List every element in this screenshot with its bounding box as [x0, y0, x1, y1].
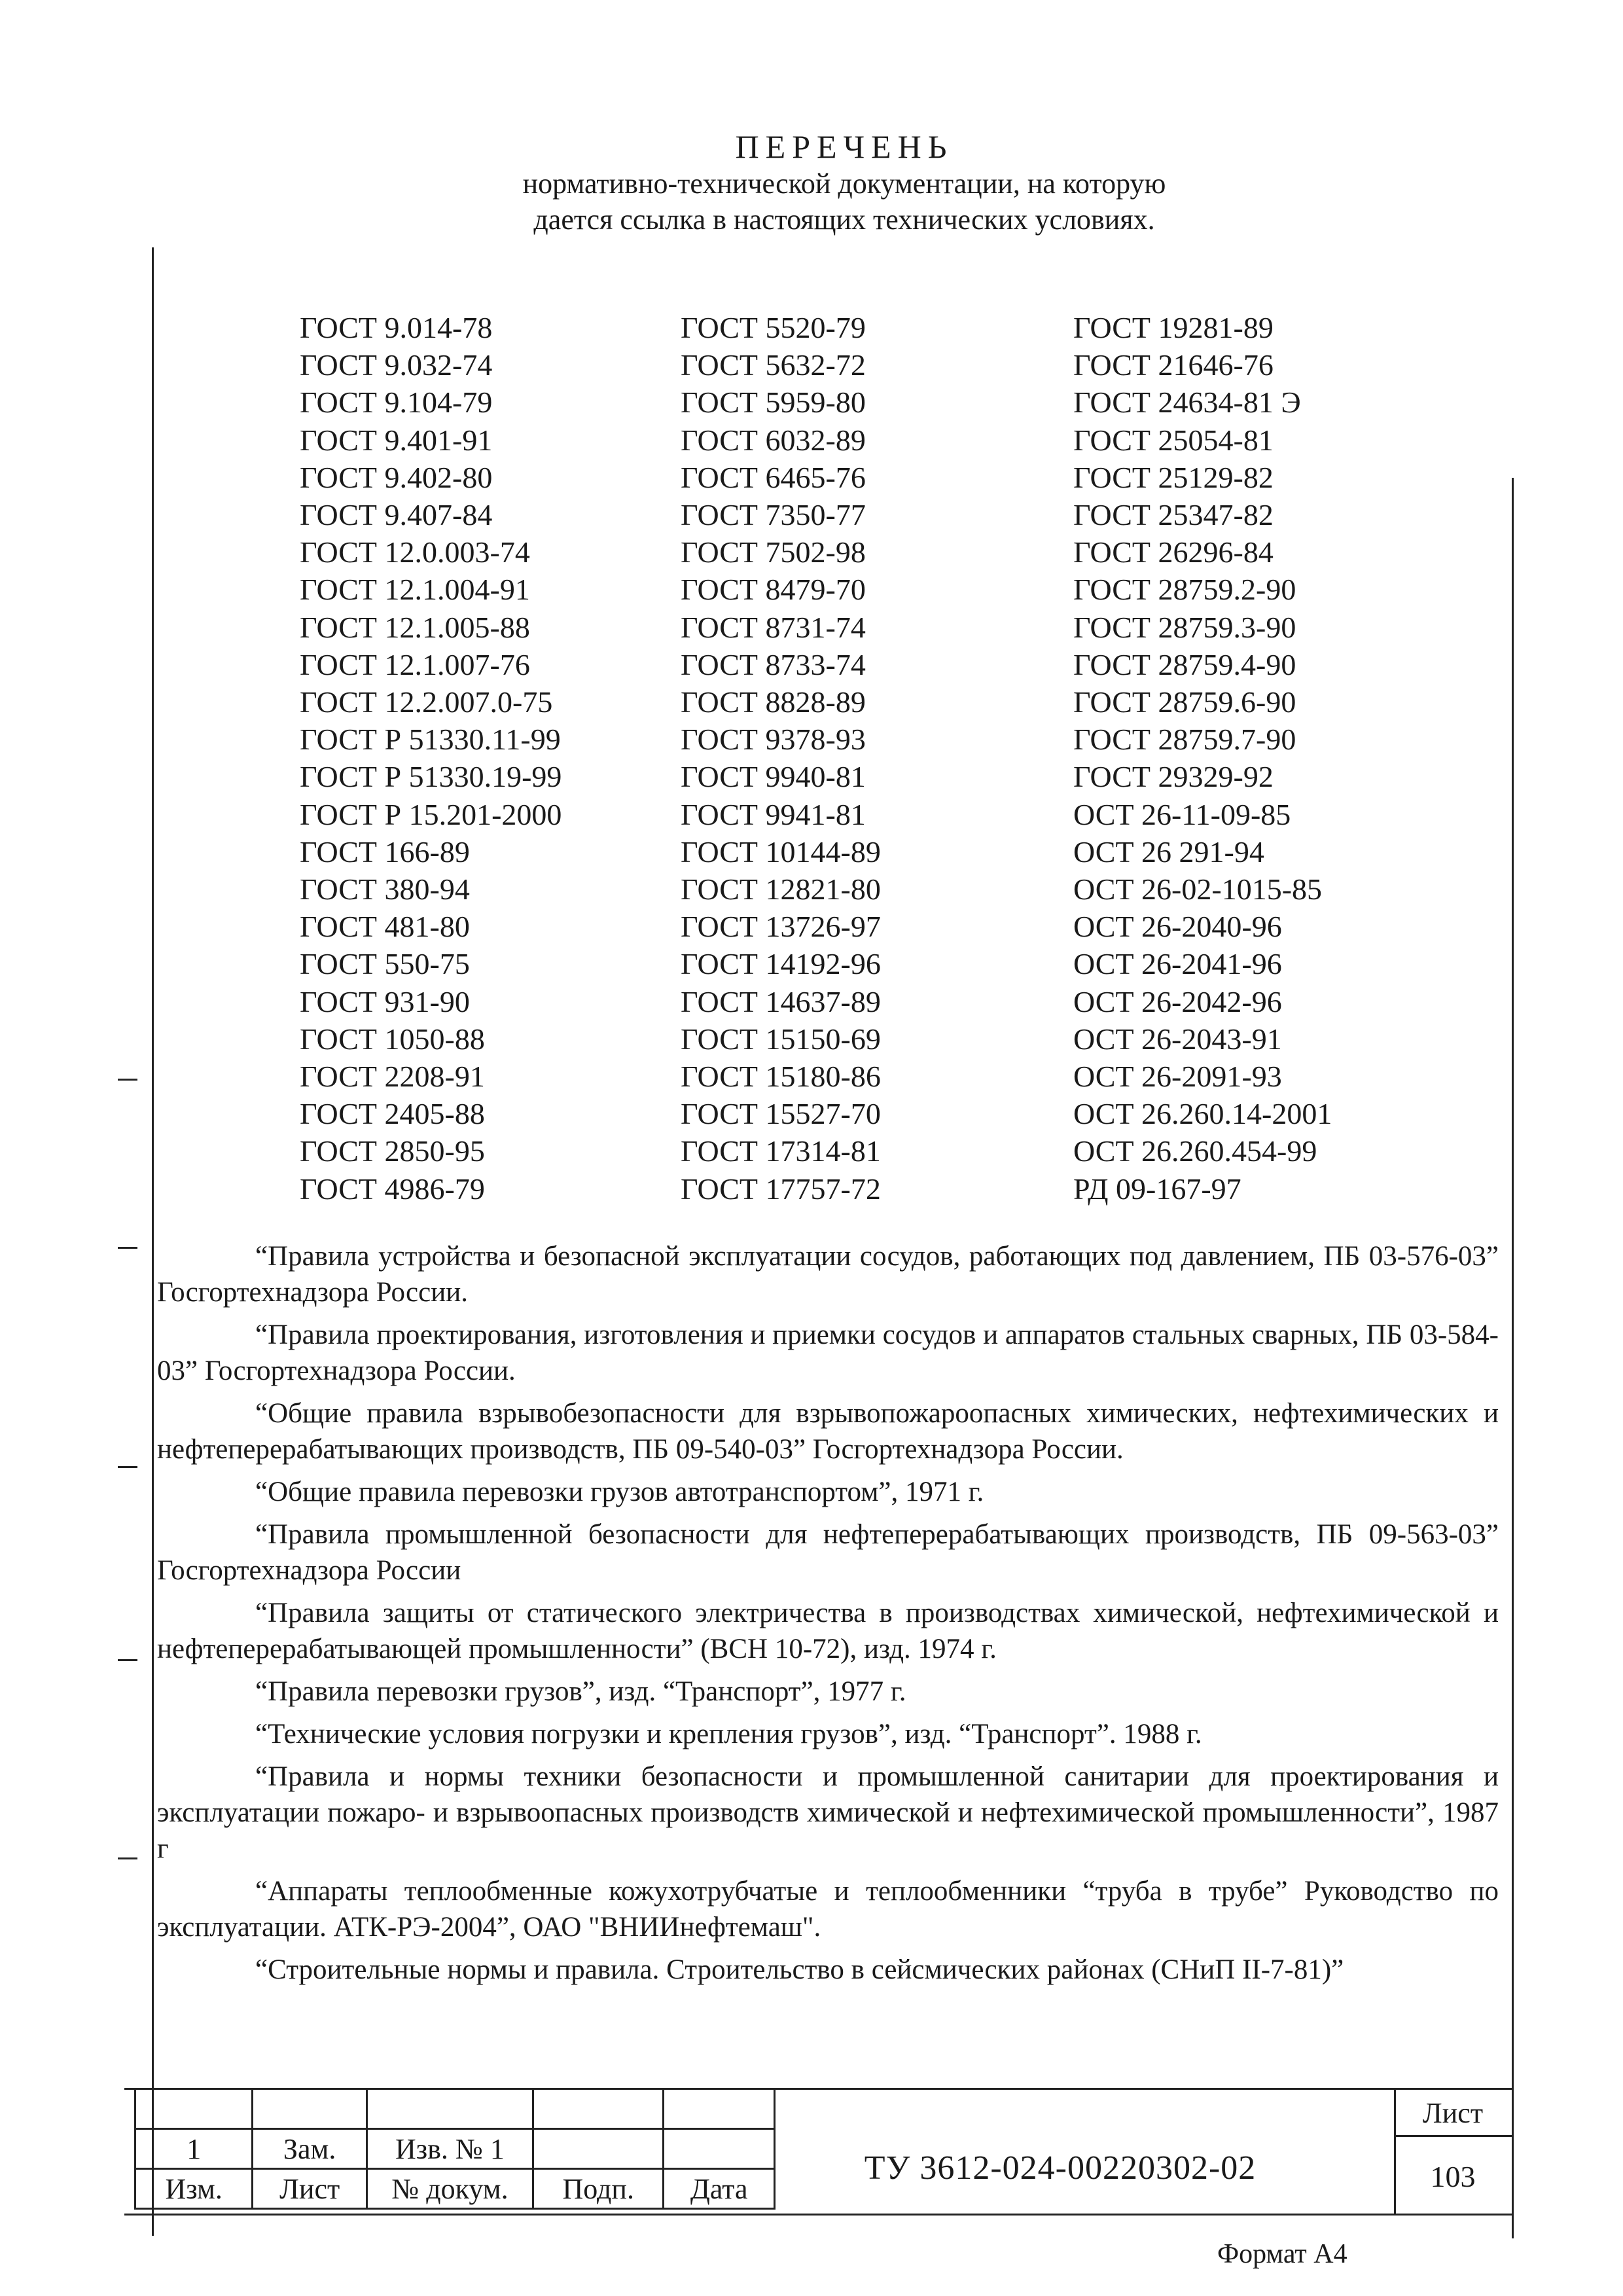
standard-item: ГОСТ Р 51330.11-99 [300, 723, 561, 757]
header-doc-number: № докум. [366, 2169, 533, 2209]
rule-paragraph: “Правила перевозки грузов”, изд. “Транспорт”, 1977 г. [255, 1676, 906, 1707]
standard-item: ОСТ 26-2040-96 [1073, 910, 1282, 944]
standard-item: ГОСТ 12.1.007-76 [300, 647, 530, 681]
standard-item: ГОСТ 9378-93 [681, 723, 866, 757]
standard-item: ГОСТ 5632-72 [681, 348, 866, 382]
frame-left-border [152, 247, 154, 2236]
change-signature [533, 2129, 664, 2169]
sheet-label: Лист [1422, 2096, 1484, 2129]
standard-item: ГОСТ 14637-89 [681, 984, 881, 1018]
header-izm: Изм. [135, 2169, 253, 2209]
standard-item: ГОСТ 5959-80 [681, 386, 866, 420]
rule-paragraph: “Правила и нормы техники безопасности и промышленной санитарии для проектирования и эксплуатации пожаро- и взрывоопасных производств химической и нефтехимической промышленности”, 1987 г [157, 1761, 1499, 1864]
margin-tick [118, 1247, 137, 1249]
standard-item: ГОСТ 13726-97 [681, 910, 881, 944]
standard-item: ГОСТ 29329-92 [1073, 760, 1274, 794]
title-block-header-row [135, 2169, 775, 2209]
standard-item: ГОСТ 24634-81 Э [1073, 386, 1301, 420]
standard-item: ГОСТ 9.104-79 [300, 386, 493, 420]
header-list: Лист [253, 2169, 366, 2209]
standard-item: ГОСТ 28759.2-90 [1073, 573, 1296, 607]
standard-item: ГОСТ 28759.4-90 [1073, 647, 1296, 681]
header-signature: Подп. [533, 2169, 664, 2209]
margin-tick [118, 1659, 137, 1661]
format-label: Формат А4 [1217, 2239, 1347, 2269]
standard-item: ГОСТ 1050-88 [300, 1022, 485, 1056]
title-block-table [134, 2088, 776, 2210]
standard-item: ГОСТ 9.014-78 [300, 311, 493, 344]
standard-item: ГОСТ 4986-79 [300, 1172, 485, 1206]
standard-item: ГОСТ 6032-89 [681, 423, 866, 457]
standard-item: ГОСТ 2208-91 [300, 1060, 485, 1094]
standard-item: ОСТ 26-02-1015-85 [1073, 872, 1323, 906]
rule-paragraph: “Правила промышленной безопасности для нефтеперерабатывающих производств, ПБ 09-563-03” Госгортехнадзора России [157, 1519, 1499, 1586]
standard-item: ГОСТ 8828-89 [681, 685, 866, 719]
standard-item: ГОСТ 2850-95 [300, 1134, 485, 1168]
standard-item: ОСТ 26 291-94 [1073, 834, 1264, 869]
standards-column-1 [300, 309, 562, 1208]
frame-right-border [1512, 478, 1514, 2238]
rule-paragraph: “Аппараты теплообменные кожухотрубчатые и теплообменники “труба в трубе” Руководство по эксплуатации. АТК-РЭ-2004”, ОАО "ВНИИнефтемаш". [157, 1876, 1499, 1943]
standard-item: ГОСТ 9.402-80 [300, 460, 493, 494]
standard-item: ГОСТ 8733-74 [681, 647, 866, 681]
rules-list [157, 1238, 1499, 1994]
standard-item: ГОСТ 9940-81 [681, 760, 866, 794]
standard-item: РД 09-167-97 [1073, 1172, 1241, 1206]
rule-paragraph: “Технические условия погрузки и крепления грузов”, изд. “Транспорт”. 1988 г. [255, 1719, 1202, 1749]
standard-item: ГОСТ 380-94 [300, 872, 470, 906]
sheet-cell-divider [1394, 2088, 1396, 2215]
standard-item: ГОСТ 7502-98 [681, 535, 866, 569]
standard-item: ГОСТ 166-89 [300, 834, 470, 869]
standard-item: ОСТ 26-2042-96 [1073, 984, 1282, 1018]
standard-item: ГОСТ 7350-77 [681, 498, 866, 532]
standard-item: ГОСТ 15527-70 [681, 1097, 881, 1131]
title-block-cell [366, 2089, 533, 2129]
rule-paragraph: “Правила проектирования, изготовления и приемки сосудов и аппаратов стальных сварных, ПБ 03-584-03” Госгортехнадзора России. [157, 1319, 1499, 1386]
standard-item: ГОСТ 12.1.004-91 [300, 573, 530, 607]
standard-item: ГОСТ 26296-84 [1073, 535, 1274, 569]
sheet-number: 103 [1430, 2159, 1476, 2193]
standard-item: ГОСТ 550-75 [300, 947, 470, 981]
title-block-change-row [135, 2129, 775, 2169]
standard-item: ГОСТ 17757-72 [681, 1172, 881, 1206]
standard-item: ГОСТ 6465-76 [681, 460, 866, 494]
standard-item: ОСТ 26.260.14-2001 [1073, 1097, 1332, 1131]
standard-item: ГОСТ 9.401-91 [300, 423, 493, 457]
standard-item: ГОСТ 12.2.007.0-75 [300, 685, 553, 719]
standard-item: ГОСТ 931-90 [300, 984, 470, 1018]
standard-item: ОСТ 26-2043-91 [1073, 1022, 1282, 1056]
rule-paragraph: “Общие правила перевозки грузов автотранспортом”, 1971 г. [255, 1477, 984, 1507]
standard-item: ГОСТ 15150-69 [681, 1022, 881, 1056]
standard-item: ГОСТ 25054-81 [1073, 423, 1274, 457]
standard-item: ГОСТ 12.1.005-88 [300, 610, 530, 644]
standard-item: ГОСТ 9.407-84 [300, 498, 493, 532]
standard-item: ГОСТ 10144-89 [681, 834, 881, 869]
standard-item: ГОСТ 28759.6-90 [1073, 685, 1296, 719]
standard-item: ГОСТ 28759.7-90 [1073, 723, 1296, 757]
margin-tick [118, 1466, 137, 1468]
margin-tick [118, 1857, 137, 1859]
standard-item: ГОСТ 9941-81 [681, 797, 866, 831]
rule-paragraph: “Строительные нормы и правила. Строительство в сейсмических районах (СНиП II-7-81)” [255, 1954, 1344, 1985]
change-date [664, 2129, 775, 2169]
title-block-cell [135, 2089, 253, 2129]
title-block-cell [664, 2089, 775, 2129]
page-title: ПЕРЕЧЕНЬ [735, 128, 954, 165]
change-sheet: Зам. [253, 2129, 366, 2169]
standard-item: ОСТ 26-2041-96 [1073, 947, 1282, 981]
change-number: 1 [135, 2129, 253, 2169]
standard-item: ГОСТ 25129-82 [1073, 460, 1274, 494]
margin-tick [118, 1079, 137, 1081]
standard-item: ГОСТ 21646-76 [1073, 348, 1274, 382]
rule-paragraph: “Правила защиты от статического электричества в производствах химической, нефтехимической и нефтеперерабатывающей промышленности” (ВСН 10-72), изд. 1974 г. [157, 1598, 1499, 1664]
standard-item: ГОСТ 25347-82 [1073, 498, 1274, 532]
title-block-empty-row [135, 2089, 775, 2129]
standard-item: ГОСТ 28759.3-90 [1073, 610, 1296, 644]
standard-item: ГОСТ 8479-70 [681, 573, 866, 607]
standard-item: ГОСТ 17314-81 [681, 1134, 881, 1168]
standard-item: ГОСТ 2405-88 [300, 1097, 485, 1131]
sheet-cell-line [1394, 2135, 1512, 2137]
change-doc-number: Изв. № 1 [366, 2129, 533, 2169]
header-date: Дата [664, 2169, 775, 2209]
standards-column-3 [1073, 309, 1332, 1208]
standard-item: ГОСТ 12.0.003-74 [300, 535, 530, 569]
rule-paragraph: “Общие правила взрывобезопасности для взрывопожароопасных химических, нефтехимических и нефтеперерабатывающих производств, ПБ 09-540-03” Госгортехнадзора России. [157, 1398, 1499, 1465]
rule-paragraph: “Правила устройства и безопасной эксплуатации сосудов, работающих под давлением, ПБ 03-576-03” Госгортехнадзора России. [157, 1241, 1499, 1308]
standards-column-2 [681, 309, 881, 1208]
standard-item: ОСТ 26-11-09-85 [1073, 797, 1291, 831]
standard-item: ГОСТ 15180-86 [681, 1060, 881, 1094]
standard-item: ГОСТ Р 15.201-2000 [300, 797, 562, 831]
standard-item: ГОСТ 9.032-74 [300, 348, 493, 382]
standard-item: ГОСТ 481-80 [300, 910, 470, 944]
standard-item: ГОСТ 8731-74 [681, 610, 866, 644]
standard-item: ГОСТ 19281-89 [1073, 311, 1274, 344]
standard-item: ГОСТ 5520-79 [681, 311, 866, 344]
standard-item: ГОСТ 12821-80 [681, 872, 881, 906]
frame-bottom-border [124, 2214, 1512, 2215]
standard-item: ГОСТ Р 51330.19-99 [300, 760, 562, 794]
standard-item: ГОСТ 14192-96 [681, 947, 881, 981]
page-subtitle-line-1: нормативно-технической документации, на которую [522, 168, 1166, 200]
document-code: ТУ 3612-024-00220302-02 [864, 2149, 1257, 2187]
standard-item: ОСТ 26.260.454-99 [1073, 1134, 1317, 1168]
title-block-cell [533, 2089, 664, 2129]
standard-item: ОСТ 26-2091-93 [1073, 1060, 1282, 1094]
page-subtitle-line-2: дается ссылка в настоящих технических условиях. [533, 204, 1155, 236]
title-block-cell [253, 2089, 366, 2129]
